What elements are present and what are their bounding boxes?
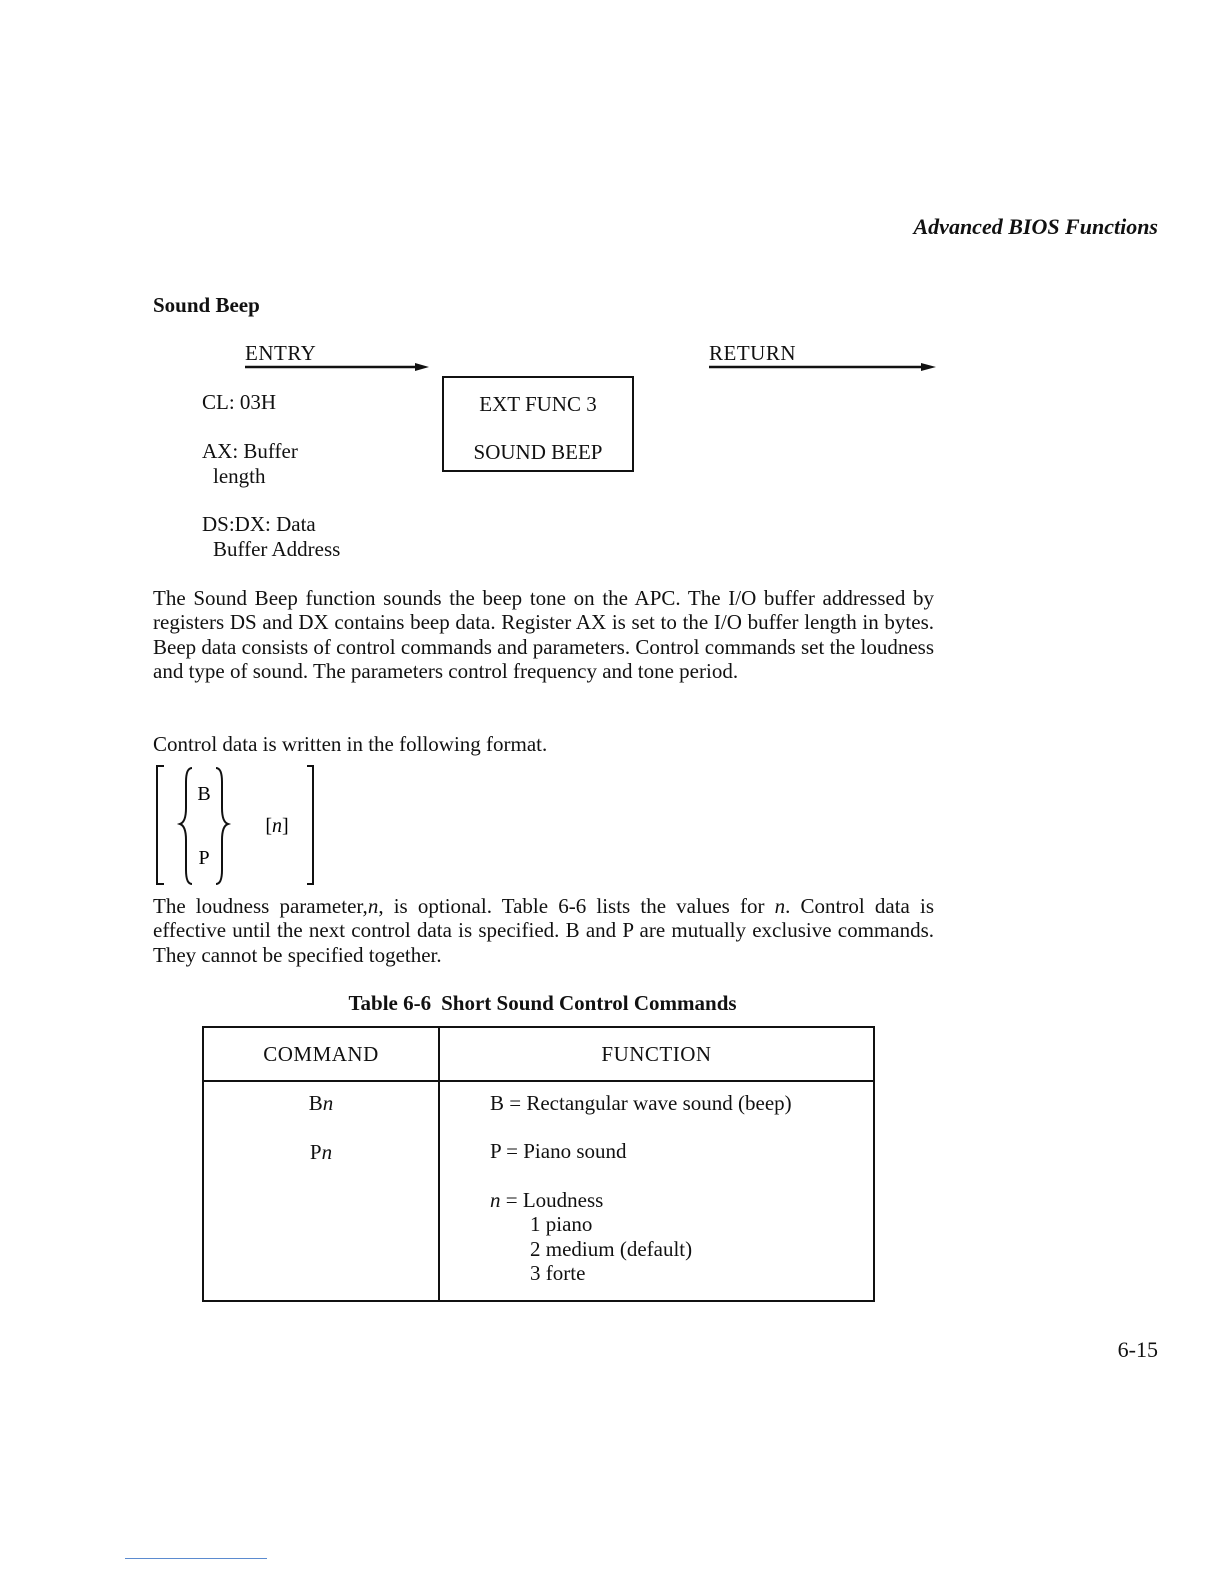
function-b: B = Rectangular wave sound (beep) — [490, 1091, 792, 1115]
format-option-b: B — [197, 783, 211, 805]
loudness-paragraph: The loudness parameter,n, is optional. Table 6-6 lists the values for n. Control data is effective until the next control data is specified. B and P are mutually exclusive commands. They cannot be specified together. — [153, 894, 935, 967]
register-dsdx-subtext: Buffer Address — [213, 537, 341, 561]
function-box-line2: SOUND BEEP — [473, 440, 603, 464]
function-box-line1: EXT FUNC 3 — [479, 392, 597, 416]
loudness-medium: 2 medium (default) — [530, 1236, 693, 1261]
footer-rule — [125, 1558, 267, 1559]
header-function: FUNCTION — [439, 1027, 874, 1081]
command-b: Bn — [308, 1091, 334, 1115]
function-loudness: n = Loudness — [490, 1187, 604, 1212]
register-dsdx-text: DS:DX: Data — [202, 512, 316, 536]
return-arrow — [709, 362, 937, 374]
section-title: Sound Beep — [153, 293, 260, 317]
format-intro: Control data is written in the following format. — [153, 732, 548, 756]
description-paragraph: The Sound Beep function sounds the beep tone on the APC. The I/O buffer addressed by registers DS and DX contains beep data. Register AX is set to the I/O buffer length in bytes. Beep data consists of control commands and parameters. Control commands set the loudness and type of sound. The parameters control frequency and tone period. — [153, 586, 934, 684]
register-cl — [202, 390, 276, 415]
format-option-p: P — [198, 847, 210, 869]
table-header-row — [203, 1027, 874, 1081]
loudness-piano: 1 piano — [530, 1212, 593, 1237]
return-label: RETURN — [709, 341, 796, 365]
running-head: Advanced BIOS Functions — [913, 214, 1158, 239]
command-p: Pn — [309, 1140, 333, 1164]
table-row — [203, 1081, 874, 1301]
control-format-notation — [150, 762, 325, 890]
table-caption — [0, 991, 1085, 1016]
table-title: Short Sound Control Commands — [441, 991, 737, 1015]
loudness-forte: 3 forte — [530, 1261, 586, 1286]
function-cell — [439, 1081, 874, 1301]
register-ax-subtext: length — [213, 464, 266, 488]
table-number: Table 6-6 — [348, 991, 432, 1015]
header-command: COMMAND — [203, 1027, 439, 1081]
function-box — [442, 376, 634, 472]
entry-label: ENTRY — [245, 341, 317, 365]
sound-commands-table — [202, 1026, 875, 1302]
function-p: P = Piano sound — [490, 1139, 627, 1164]
command-cell — [203, 1081, 439, 1301]
register-dsdx — [202, 512, 340, 562]
entry-arrow — [245, 362, 430, 374]
register-ax — [202, 439, 298, 489]
page-number: 6-15 — [1117, 1337, 1158, 1362]
format-loudness-param: [n] — [265, 815, 289, 837]
register-ax-text: AX: Buffer — [202, 439, 298, 463]
register-cl-text: CL: 03H — [202, 390, 277, 414]
